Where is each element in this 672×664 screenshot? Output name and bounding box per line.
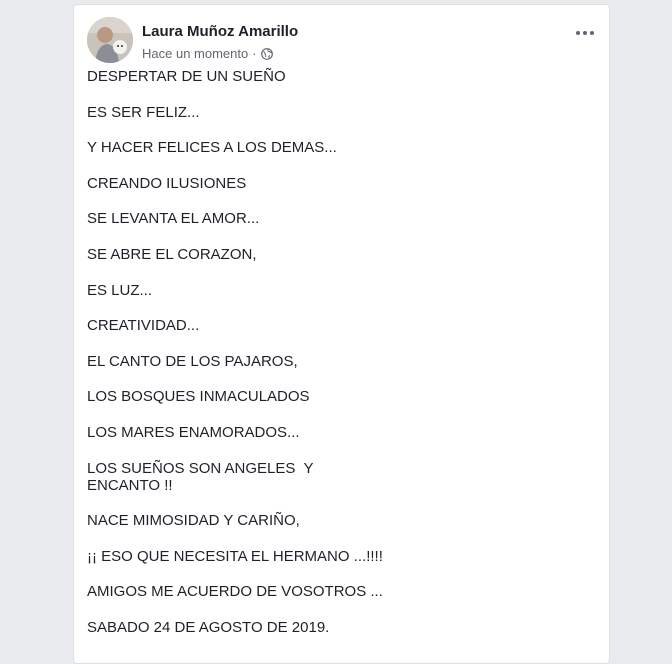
globe-icon[interactable] xyxy=(261,48,273,60)
post-card xyxy=(73,4,610,664)
author-name[interactable]: Laura Muñoz Amarillo xyxy=(142,23,299,40)
post-line: AMIGOS ME ACUERDO DE VOSOTROS ... xyxy=(87,583,383,601)
post-line: LOS BOSQUES INMACULADOS xyxy=(87,388,310,406)
post-line: SE ABRE EL CORAZON, xyxy=(87,245,257,263)
post-line: ES SER FELIZ... xyxy=(87,103,200,121)
post-line: SABADO 24 DE AGOSTO DE 2019. xyxy=(87,618,330,636)
post-line: ¡¡ ESO QUE NECESITA EL HERMANO ...!!!! xyxy=(87,547,383,565)
post-meta xyxy=(142,46,273,61)
post-line: ES LUZ... xyxy=(87,281,153,299)
post-line: SE LEVANTA EL AMOR... xyxy=(87,210,260,228)
post-header xyxy=(87,17,597,65)
post-line: LOS MARES ENAMORADOS... xyxy=(87,423,300,441)
post-line: CREATIVIDAD... xyxy=(87,317,200,335)
avatar[interactable] xyxy=(87,17,133,63)
post-line: DESPERTAR DE UN SUEÑO xyxy=(87,68,286,85)
post-timestamp[interactable]: Hace un momento xyxy=(142,46,249,61)
more-horizontal-icon xyxy=(573,23,597,43)
more-options-button[interactable] xyxy=(573,23,597,43)
post-line: CREANDO ILUSIONES xyxy=(87,174,247,192)
post-body xyxy=(87,68,587,655)
post-line: NACE MIMOSIDAD Y CARIÑO, xyxy=(87,512,300,530)
post-line: LOS SUEÑOS SON ANGELES Y ENCANTO !! xyxy=(87,459,314,494)
post-line: EL CANTO DE LOS PAJAROS, xyxy=(87,352,298,370)
post-line: Y HACER FELICES A LOS DEMAS... xyxy=(87,139,337,157)
meta-separator: · xyxy=(252,46,257,61)
